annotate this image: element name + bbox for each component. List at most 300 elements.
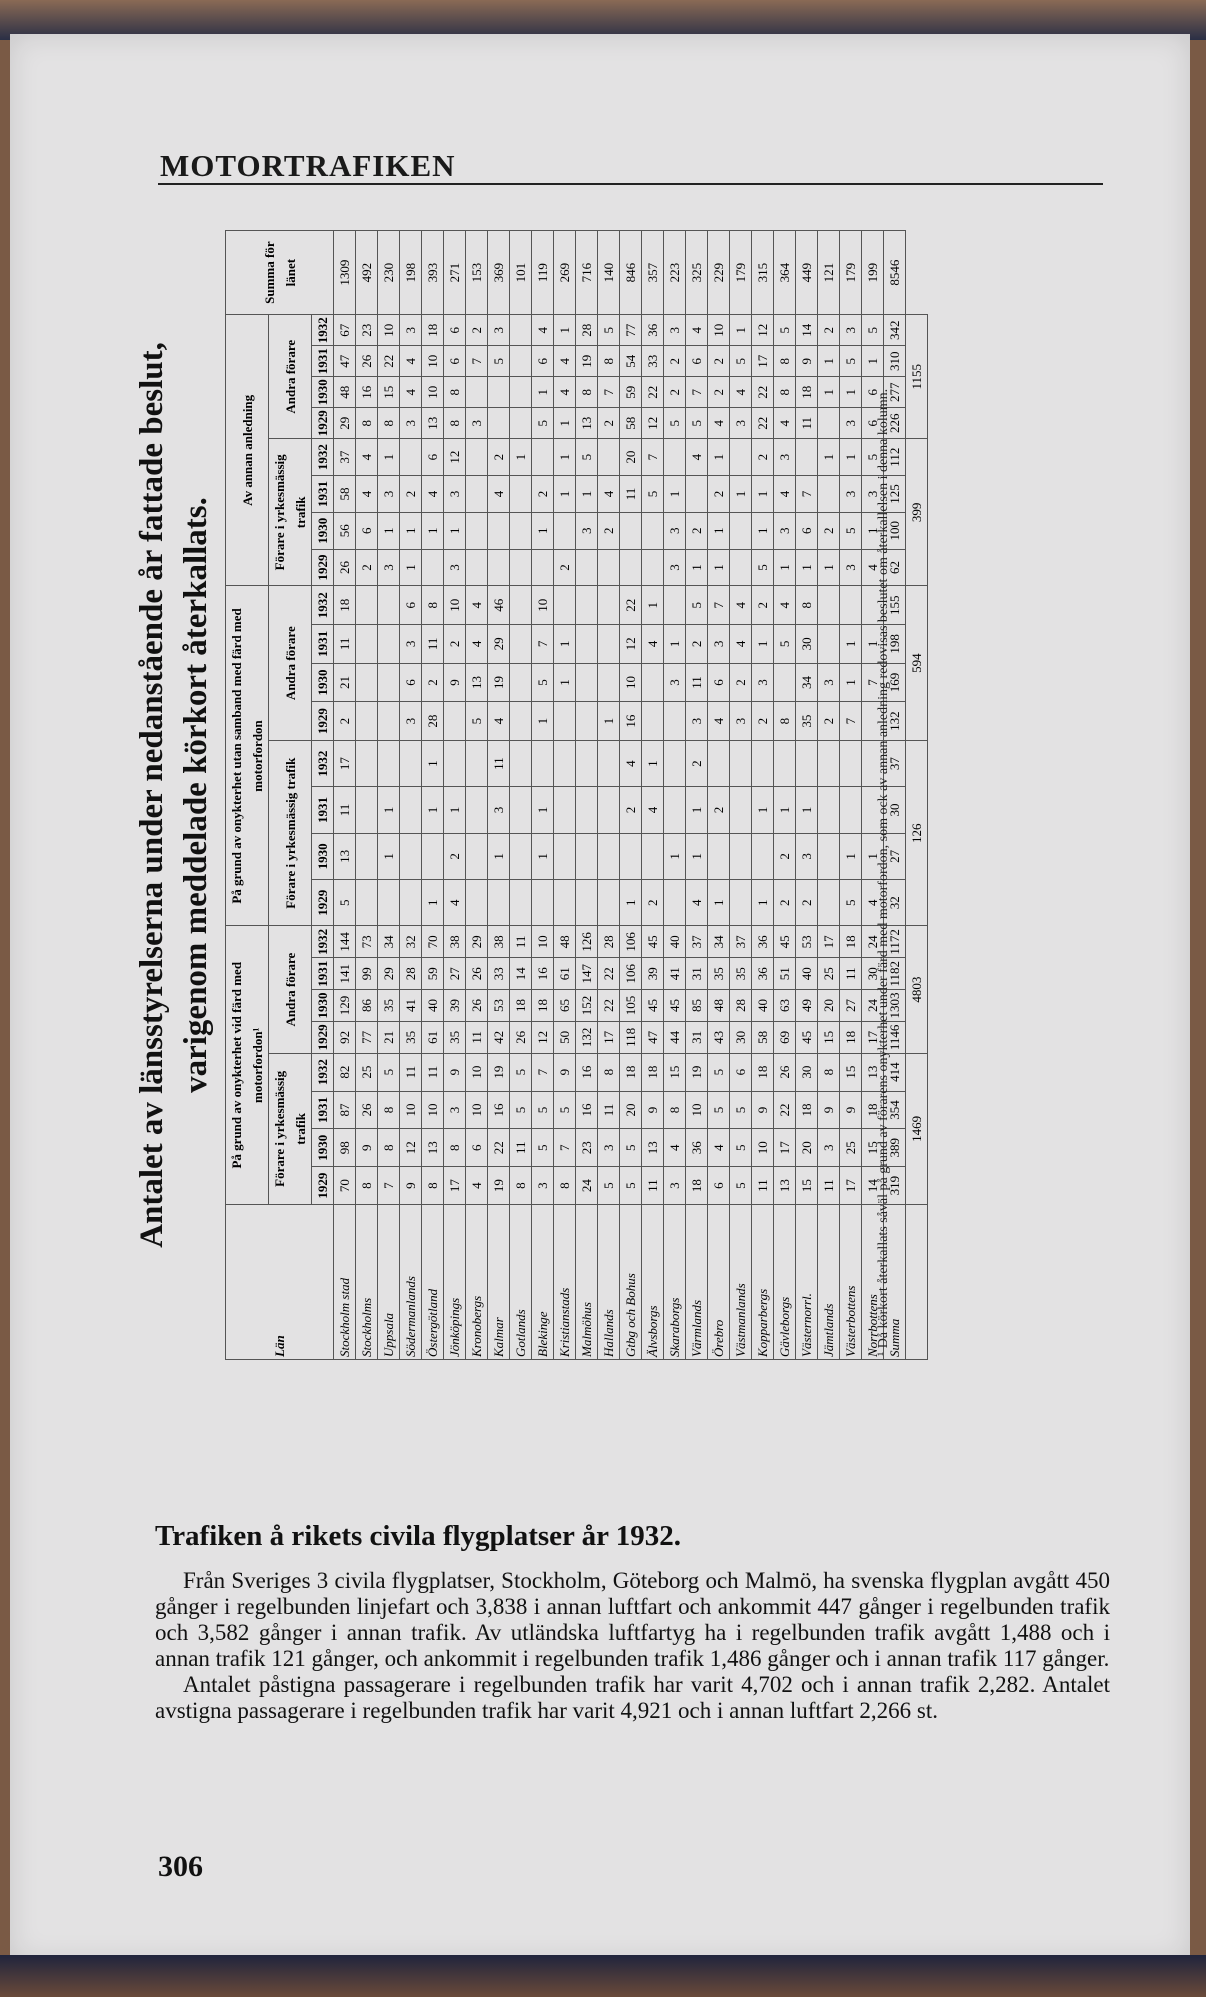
table-cell: 5: [686, 586, 708, 625]
table-cell: [510, 833, 532, 879]
table-cell: 1: [664, 476, 686, 513]
table-cell: [378, 702, 400, 741]
row-label: Skaraborgs: [664, 1205, 686, 1360]
table-cell: 59: [620, 377, 642, 408]
table-cell: [576, 833, 598, 879]
table-row: [466, 231, 488, 1360]
table-cell: [730, 787, 752, 833]
table-cell: [466, 476, 488, 513]
table-cell: 9: [444, 663, 466, 702]
table-cell: 10: [444, 586, 466, 625]
table-title-line-1: Antalet av länsstyrelserna under nedanstående år fattade beslut,: [134, 342, 170, 1248]
table-cell: 70: [334, 1167, 356, 1205]
summa-cell: 1182: [884, 958, 906, 990]
table-cell: 7: [708, 586, 730, 625]
table-cell: 63: [774, 990, 796, 1022]
table-cell: 18: [840, 1021, 862, 1053]
table-cell: 28: [598, 926, 620, 958]
table-cell: 12: [620, 625, 642, 664]
table-cell: 3: [576, 512, 598, 549]
table-cell: 31: [686, 958, 708, 990]
table-cell: 2: [554, 549, 576, 586]
table-cell: 132: [576, 1021, 598, 1053]
table-cell: 11: [510, 926, 532, 958]
table-cell: 7: [378, 1167, 400, 1205]
table-cell: 325: [686, 231, 708, 315]
table-cell: 26: [334, 549, 356, 586]
row-label: Västerbottens: [840, 1205, 862, 1360]
table-cell: 67: [334, 315, 356, 346]
table-cell: 1: [378, 787, 400, 833]
table-cell: 34: [708, 926, 730, 958]
year-header: 1931: [312, 787, 334, 833]
table-row: [378, 231, 400, 1360]
table-cell: 1: [796, 787, 818, 833]
table-cell: 11: [598, 1091, 620, 1129]
table-cell: 16: [488, 1091, 510, 1129]
table-cell: 1: [752, 512, 774, 549]
table-cell: [664, 702, 686, 741]
table-cell: 92: [334, 1021, 356, 1053]
table-cell: 20: [818, 990, 840, 1022]
year-header: 1932: [312, 315, 334, 346]
table-cell: 4: [444, 880, 466, 926]
row-label: Örebro: [708, 1205, 730, 1360]
year-header: 1932: [312, 586, 334, 625]
table-cell: 3: [664, 512, 686, 549]
table-cell: 3: [488, 787, 510, 833]
table-cell: [620, 833, 642, 879]
table-cell: 3: [862, 476, 884, 513]
row-label: Kopparbergs: [752, 1205, 774, 1360]
table-cell: [664, 740, 686, 786]
paragraph-2: Antalet påstigna passagerare i regelbunden trafik har varit 4,702 och i annan trafik 2,282. Antalet avstigna passagerare i regelbunden trafik har varit 4,921 och i annan luftfart 2,266 st.: [155, 1672, 1110, 1723]
table-cell: 28: [422, 702, 444, 741]
table-cell: [620, 512, 642, 549]
table-cell: [818, 408, 840, 439]
table-cell: 61: [554, 958, 576, 990]
table-cell: 716: [576, 231, 598, 315]
table-cell: 31: [686, 1021, 708, 1053]
table-cell: [554, 702, 576, 741]
table-cell: 10: [532, 926, 554, 958]
revocation-table-wrap: [225, 230, 1065, 1360]
table-cell: 8: [598, 1053, 620, 1091]
table-cell: 315: [752, 231, 774, 315]
subgroup-header: Andra förare: [269, 315, 312, 439]
table-cell: 17: [818, 926, 840, 958]
table-cell: 4: [356, 439, 378, 476]
table-cell: [444, 702, 466, 741]
table-cell: 2: [400, 476, 422, 513]
table-cell: 10: [620, 663, 642, 702]
table-cell: 7: [840, 702, 862, 741]
table-cell: 35: [378, 990, 400, 1022]
table-cell: 53: [796, 926, 818, 958]
table-cell: 5: [620, 1167, 642, 1205]
table-cell: [510, 880, 532, 926]
running-head: MOTORTRAFIKEN: [160, 148, 456, 183]
year-header: 1929: [312, 1167, 334, 1205]
group-total-cell: 1155: [906, 315, 928, 439]
table-cell: 7: [686, 377, 708, 408]
table-row: [554, 231, 576, 1360]
table-cell: 15: [818, 1021, 840, 1053]
table-cell: 6: [356, 512, 378, 549]
col-header-lan: Län: [226, 1205, 334, 1360]
table-cell: 6: [686, 346, 708, 377]
table-cell: 35: [444, 1021, 466, 1053]
table-cell: [400, 740, 422, 786]
table-cell: [466, 377, 488, 408]
table-cell: 1: [532, 377, 554, 408]
table-cell: 1: [840, 377, 862, 408]
table-cell: 1: [840, 833, 862, 879]
table-cell: 1: [576, 476, 598, 513]
table-cell: 5: [576, 439, 598, 476]
table-cell: 40: [752, 990, 774, 1022]
table-cell: 4: [708, 408, 730, 439]
table-cell: 29: [334, 408, 356, 439]
table-cell: 8: [356, 1167, 378, 1205]
table-cell: 1: [444, 512, 466, 549]
table-cell: [488, 377, 510, 408]
row-label: Malmöhus: [576, 1205, 598, 1360]
table-cell: 1: [378, 439, 400, 476]
table-cell: 18: [642, 1053, 664, 1091]
table-cell: 25: [356, 1053, 378, 1091]
table-cell: 46: [488, 586, 510, 625]
table-cell: 3: [774, 439, 796, 476]
table-cell: 29: [488, 625, 510, 664]
table-row: [642, 231, 664, 1360]
table-cell: 101: [510, 231, 532, 315]
table-cell: 2: [444, 833, 466, 879]
table-row: [510, 231, 532, 1360]
table-cell: 5: [840, 880, 862, 926]
table-cell: 1: [708, 880, 730, 926]
table-cell: [510, 787, 532, 833]
table-cell: 8: [796, 586, 818, 625]
table-cell: [510, 740, 532, 786]
table-cell: 5: [510, 1053, 532, 1091]
table-cell: 4: [774, 586, 796, 625]
summa-cell: 1172: [884, 926, 906, 958]
table-row: [620, 231, 642, 1360]
table-cell: 5: [532, 663, 554, 702]
table-cell: 11: [840, 958, 862, 990]
table-cell: 30: [796, 625, 818, 664]
table-cell: 18: [510, 990, 532, 1022]
year-header: 1930: [312, 663, 334, 702]
table-row: [730, 231, 752, 1360]
table-cell: 1: [774, 787, 796, 833]
table-cell: 16: [576, 1053, 598, 1091]
table-cell: [532, 740, 554, 786]
table-cell: 4: [532, 315, 554, 346]
table-cell: 8: [422, 586, 444, 625]
row-label: Jönköpings: [444, 1205, 466, 1360]
table-cell: 33: [488, 958, 510, 990]
table-cell: [664, 880, 686, 926]
table-cell: 40: [664, 926, 686, 958]
table-cell: [686, 476, 708, 513]
table-cell: 2: [620, 787, 642, 833]
table-cell: 24: [862, 990, 884, 1022]
table-cell: [664, 439, 686, 476]
table-cell: 2: [752, 439, 774, 476]
table-cell: [708, 833, 730, 879]
summa-cell: 389: [884, 1129, 906, 1167]
table-cell: 32: [400, 926, 422, 958]
table-cell: 5: [730, 1091, 752, 1129]
table-cell: 4: [642, 787, 664, 833]
table-cell: 1: [532, 702, 554, 741]
table-cell: 1: [818, 439, 840, 476]
page-number: 306: [158, 1850, 203, 1883]
table-cell: 12: [444, 439, 466, 476]
table-cell: 6: [730, 1053, 752, 1091]
table-cell: 7: [796, 476, 818, 513]
table-cell: 47: [642, 1021, 664, 1053]
table-cell: 2: [686, 740, 708, 786]
table-cell: 2: [818, 512, 840, 549]
table-cell: 61: [422, 1021, 444, 1053]
table-cell: 3: [818, 1129, 840, 1167]
table-cell: [356, 787, 378, 833]
table-cell: 50: [554, 1021, 576, 1053]
table-cell: [466, 740, 488, 786]
table-cell: 846: [620, 231, 642, 315]
row-label: Kronobergs: [466, 1205, 488, 1360]
table-row: [488, 231, 510, 1360]
table-cell: 3: [664, 315, 686, 346]
table-cell: 45: [796, 1021, 818, 1053]
table-cell: 2: [752, 586, 774, 625]
table-cell: 34: [378, 926, 400, 958]
table-cell: 11: [422, 1053, 444, 1091]
table-cell: [576, 625, 598, 664]
table-cell: 58: [334, 476, 356, 513]
table-cell: [752, 833, 774, 879]
year-header: 1930: [312, 512, 334, 549]
table-cell: 9: [444, 1053, 466, 1091]
year-header: 1932: [312, 740, 334, 786]
table-cell: [818, 880, 840, 926]
summa-cell: 155: [884, 586, 906, 625]
table-cell: 8: [444, 1129, 466, 1167]
table-cell: 18: [796, 1091, 818, 1129]
table-cell: 4: [862, 880, 884, 926]
row-label: Blekinge: [532, 1205, 554, 1360]
table-cell: 3: [378, 476, 400, 513]
year-header: 1929: [312, 702, 334, 741]
table-cell: 5: [840, 512, 862, 549]
table-cell: 10: [686, 1091, 708, 1129]
table-cell: 4: [686, 880, 708, 926]
table-cell: 7: [532, 1053, 554, 1091]
table-cell: 22: [378, 346, 400, 377]
table-cell: 1: [554, 625, 576, 664]
table-cell: 1: [422, 740, 444, 786]
table-cell: 10: [466, 1053, 488, 1091]
table-cell: 1: [642, 586, 664, 625]
table-cell: 4: [730, 586, 752, 625]
table-cell: [730, 512, 752, 549]
table-cell: 6: [862, 408, 884, 439]
table-cell: 1: [796, 549, 818, 586]
table-cell: 10: [378, 315, 400, 346]
table-cell: 140: [598, 231, 620, 315]
table-row: [334, 231, 356, 1360]
table-cell: 3: [796, 833, 818, 879]
summa-cell: 319: [884, 1167, 906, 1205]
table-cell: [576, 702, 598, 741]
table-cell: [466, 833, 488, 879]
table-cell: 22: [598, 958, 620, 990]
table-cell: 30: [862, 958, 884, 990]
row-label: Kalmar: [488, 1205, 510, 1360]
table-cell: [576, 549, 598, 586]
table-cell: 179: [730, 231, 752, 315]
group-total-cell: 1469: [906, 1053, 928, 1204]
table-cell: 199: [862, 231, 884, 315]
table-cell: 1: [664, 833, 686, 879]
group-header-3: Av annan anledning: [226, 315, 269, 586]
table-cell: 1: [378, 512, 400, 549]
table-cell: 10: [400, 1091, 422, 1129]
table-row: [818, 231, 840, 1360]
body-text: [155, 1568, 1110, 1724]
table-cell: [510, 663, 532, 702]
table-cell: 11: [686, 663, 708, 702]
table-cell: 11: [466, 1021, 488, 1053]
table-cell: 1: [730, 315, 752, 346]
table-cell: [466, 549, 488, 586]
table-cell: 369: [488, 231, 510, 315]
table-cell: 2: [466, 315, 488, 346]
table-cell: 11: [642, 1167, 664, 1205]
table-cell: 4: [466, 586, 488, 625]
table-cell: 8: [598, 346, 620, 377]
table-cell: [598, 625, 620, 664]
table-cell: 1: [818, 549, 840, 586]
table-cell: 2: [598, 512, 620, 549]
table-cell: 4: [488, 476, 510, 513]
table-cell: 35: [400, 1021, 422, 1053]
table-cell: 2: [774, 880, 796, 926]
table-cell: 105: [620, 990, 642, 1022]
table-cell: 10: [422, 346, 444, 377]
table-cell: [356, 740, 378, 786]
table-cell: [576, 663, 598, 702]
table-cell: 364: [774, 231, 796, 315]
year-header: 1930: [312, 833, 334, 879]
table-cell: 1: [752, 625, 774, 664]
table-cell: 11: [422, 625, 444, 664]
table-cell: 22: [488, 1129, 510, 1167]
table-cell: 6: [796, 512, 818, 549]
table-cell: 21: [378, 1021, 400, 1053]
table-cell: [356, 702, 378, 741]
table-cell: 17: [598, 1021, 620, 1053]
table-cell: 2: [598, 408, 620, 439]
table-cell: 8: [818, 1053, 840, 1091]
table-cell: 6: [444, 346, 466, 377]
table-cell: [818, 740, 840, 786]
table-cell: 2: [488, 439, 510, 476]
summa-cell: 277: [884, 377, 906, 408]
table-cell: 8: [554, 1167, 576, 1205]
table-cell: 357: [642, 231, 664, 315]
row-label: Norrbottens: [862, 1205, 884, 1360]
table-cell: 6: [708, 1167, 730, 1205]
table-cell: [356, 625, 378, 664]
table-cell: 4: [730, 625, 752, 664]
table-cell: 492: [356, 231, 378, 315]
table-cell: 5: [664, 408, 686, 439]
table-cell: 8: [378, 1129, 400, 1167]
table-cell: 21: [334, 663, 356, 702]
table-cell: 36: [752, 958, 774, 990]
table-cell: 1: [532, 512, 554, 549]
section-heading: Trafiken å rikets civila flygplatser år 1932.: [155, 1520, 681, 1552]
table-cell: 5: [532, 1129, 554, 1167]
year-header: 1929: [312, 549, 334, 586]
table-cell: [510, 549, 532, 586]
table-cell: 5: [730, 346, 752, 377]
table-cell: 230: [378, 231, 400, 315]
table-cell: [730, 740, 752, 786]
table-cell: [840, 740, 862, 786]
table-cell: 11: [818, 1167, 840, 1205]
summa-cell: 132: [884, 702, 906, 741]
table-cell: 86: [356, 990, 378, 1022]
table-body: [334, 231, 928, 1360]
table-cell: 11: [510, 1129, 532, 1167]
summa-cell: 27: [884, 833, 906, 879]
table-cell: [796, 439, 818, 476]
table-cell: 40: [796, 958, 818, 990]
table-cell: 4: [686, 315, 708, 346]
table-cell: [664, 586, 686, 625]
table-cell: 1: [598, 702, 620, 741]
table-cell: 13: [422, 408, 444, 439]
year-header: 1931: [312, 346, 334, 377]
table-cell: 48: [708, 990, 730, 1022]
table-cell: 45: [664, 990, 686, 1022]
table-cell: 26: [774, 1053, 796, 1091]
table-cell: 58: [620, 408, 642, 439]
table-cell: 22: [620, 586, 642, 625]
table-cell: 3: [840, 315, 862, 346]
table-cell: 7: [532, 625, 554, 664]
table-cell: [422, 833, 444, 879]
summa-cell: 8546: [884, 231, 906, 315]
table-cell: 77: [620, 315, 642, 346]
summa-cell: 169: [884, 663, 906, 702]
table-cell: 1: [488, 833, 510, 879]
table-cell: 1: [818, 346, 840, 377]
table-cell: 10: [708, 315, 730, 346]
table-cell: [576, 740, 598, 786]
rotated-table-region: [130, 230, 1090, 1360]
table-cell: [598, 833, 620, 879]
table-cell: 118: [620, 1021, 642, 1053]
table-cell: 3: [598, 1129, 620, 1167]
table-cell: 7: [466, 346, 488, 377]
table-row: [576, 231, 598, 1360]
